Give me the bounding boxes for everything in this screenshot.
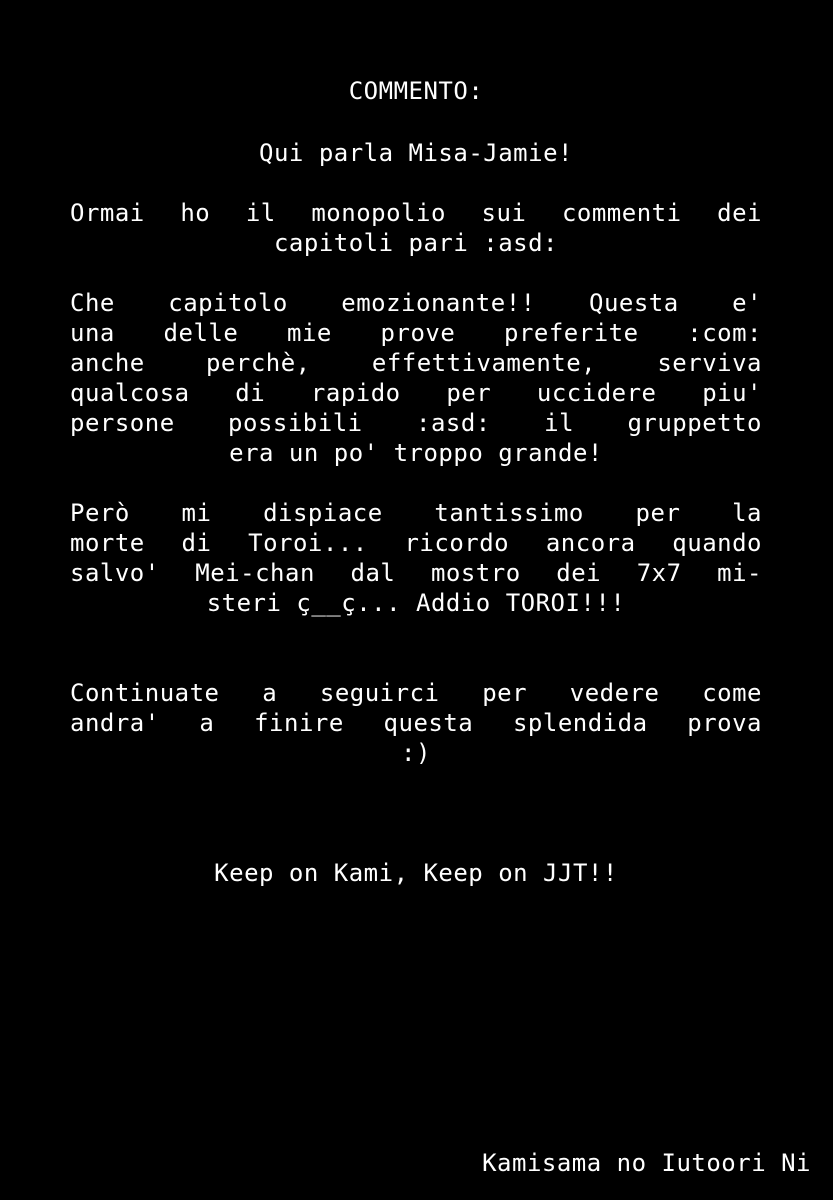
text-line: qualcosa di rapido per uccidere piu' xyxy=(70,379,762,407)
comment-heading: COMMENTO: xyxy=(348,77,484,105)
text-line: salvo' Mei-chan dal mostro dei 7x7 mi- xyxy=(70,559,762,587)
text-line: era un po' troppo grande! xyxy=(229,439,603,467)
text-line: una delle mie prove preferite :com: xyxy=(70,319,762,347)
text-line: morte di Toroi... ricordo ancora quando xyxy=(70,529,762,557)
text-line: capitoli pari :asd: xyxy=(273,229,559,257)
closing-line: Keep on Kami, Keep on JJT!! xyxy=(214,859,618,887)
text-line: persone possibili :asd: il gruppetto xyxy=(70,409,762,437)
greeting-line: Qui parla Misa-Jamie! xyxy=(259,139,573,167)
text-line: steri ç__ç... Addio TOROI!!! xyxy=(206,589,626,617)
series-title: Kamisama no Iutoori Ni xyxy=(482,1149,811,1177)
text-line: Continuate a seguirci per vedere come xyxy=(70,679,762,707)
text-line: Che capitolo emozionante!! Questa e' xyxy=(70,289,762,317)
text-line: Ormai ho il monopolio sui commenti dei xyxy=(70,199,762,227)
text-line: anche perchè, effettivamente, serviva xyxy=(70,349,762,377)
text-line: :) xyxy=(401,739,431,767)
text-line: andra' a finire questa splendida prova xyxy=(70,709,762,737)
text-line: Però mi dispiace tantissimo per la xyxy=(70,499,762,527)
